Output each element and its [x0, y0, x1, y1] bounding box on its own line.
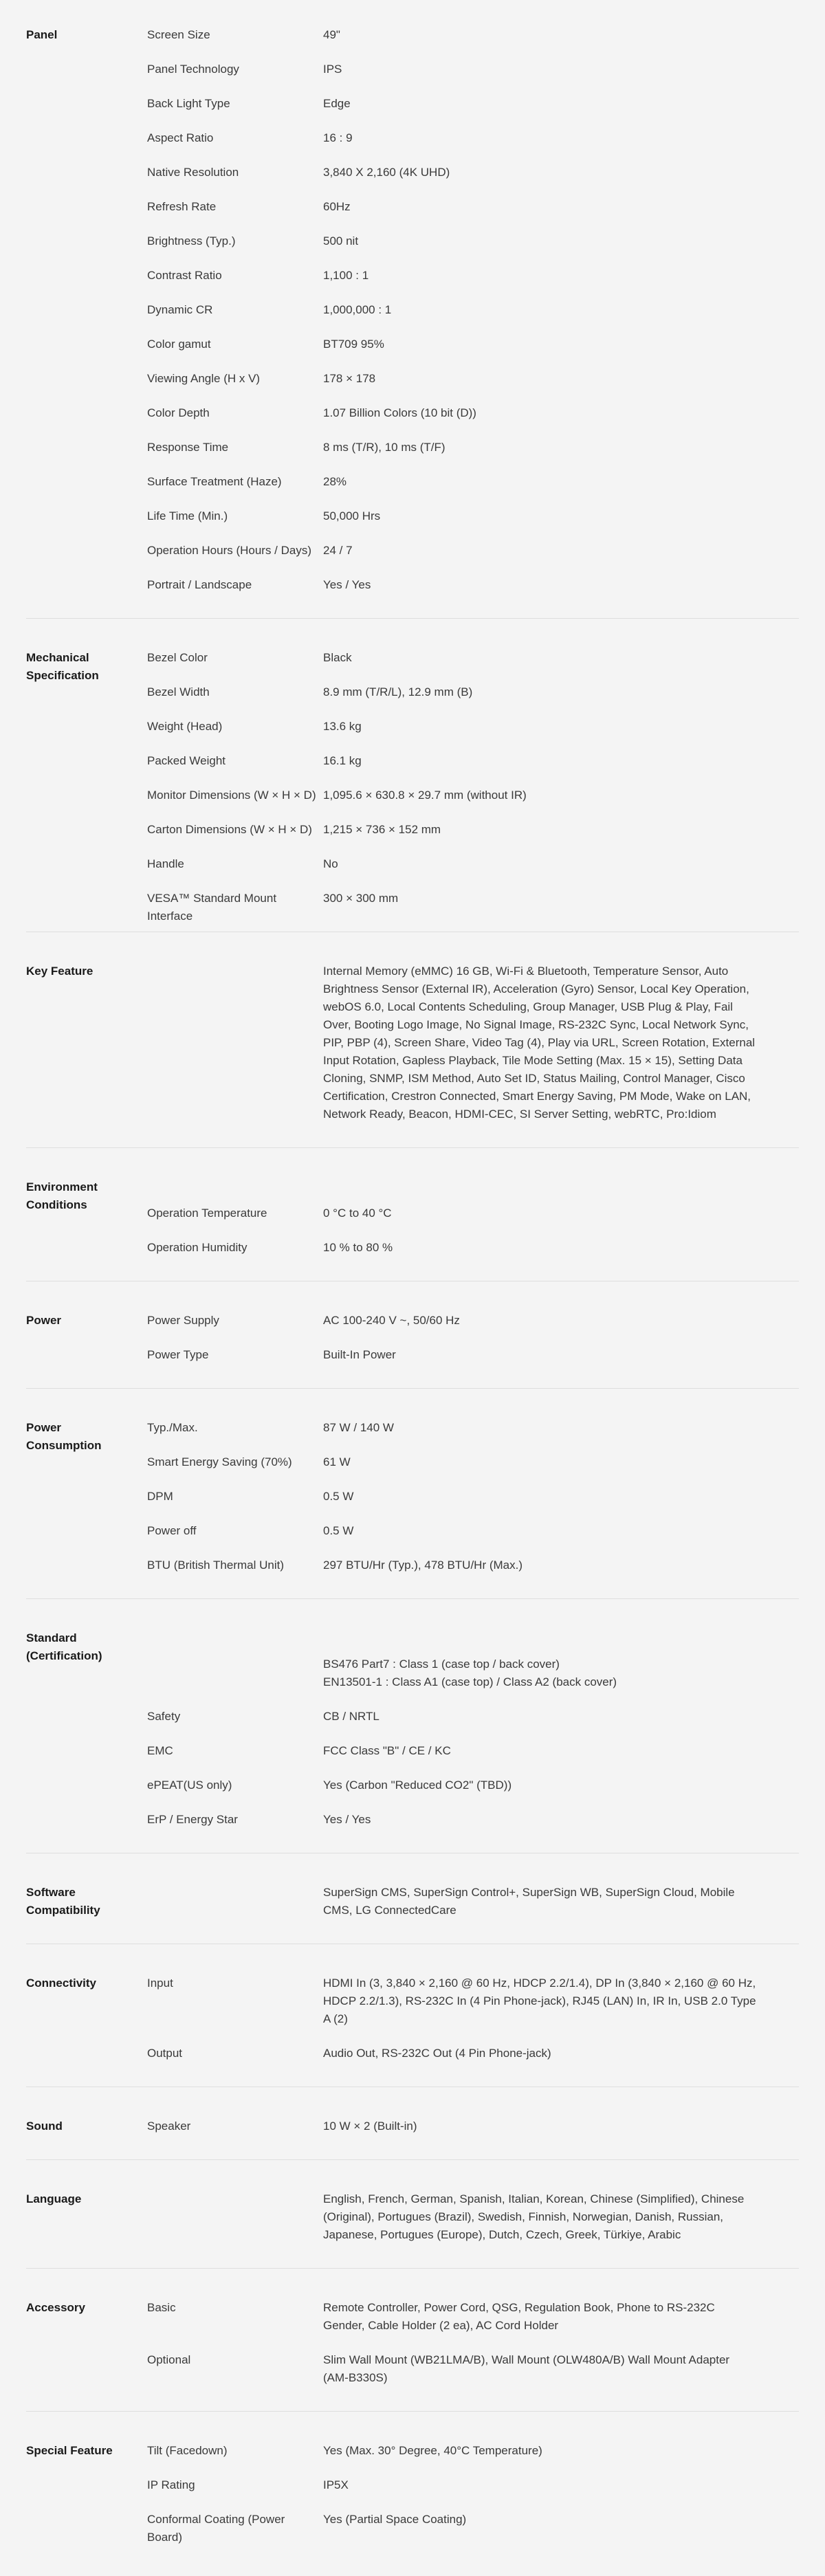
spec-row [26, 2299, 799, 2335]
spec-value: 8 ms (T/R), 10 ms (T/F) [323, 441, 446, 454]
spec-row [26, 439, 799, 456]
spec-label: Typ./Max. [147, 1421, 198, 1434]
spec-rows [26, 2190, 799, 2244]
section-title: Sound [26, 2120, 63, 2133]
spec-rows [26, 2442, 799, 2544]
spec-row [26, 1742, 799, 1760]
spec-label: DPM [147, 1490, 173, 1503]
spec-row [26, 2476, 799, 2494]
spec-row [26, 2351, 799, 2387]
spec-value: FCC Class "B" / CE / KC [323, 1744, 451, 1757]
spec-label: BTU (British Thermal Unit) [147, 1559, 284, 1572]
spec-label: Output [147, 2047, 183, 2060]
spec-label: Contrast Ratio [147, 269, 222, 282]
spec-section-panel [26, 26, 799, 619]
spec-rows [26, 1884, 799, 1919]
spec-rows [26, 649, 799, 923]
spec-section-language [26, 2160, 799, 2269]
spec-row [26, 1811, 799, 1829]
section-title: Environment Conditions [26, 1180, 98, 1211]
spec-label: Dynamic CR [147, 303, 213, 316]
section-title: Accessory [26, 2301, 86, 2314]
spec-rows [26, 1974, 799, 2062]
spec-value: 0.5 W [323, 1490, 354, 1503]
spec-label: Basic [147, 2301, 176, 2314]
spec-label: Life Time (Min.) [147, 509, 228, 522]
spec-label: Input [147, 1977, 173, 1990]
spec-row [26, 129, 799, 147]
spec-value: HDMI In (3, 3,840 × 2,160 @ 60 Hz, HDCP 2.2/1.4), DP In (3,840 × 2,160 @ 60 Hz, HDCP 2.2/1.3), RS-232C In (4 Pin Phone-jack), RJ45 (LAN) In, IR In, USB 2.0 Type A (2) [323, 1977, 756, 2025]
section-title: Standard (Certification) [26, 1631, 102, 1662]
spec-label: IP Rating [147, 2478, 195, 2491]
spec-value: 60Hz [323, 200, 351, 213]
spec-value: Yes (Partial Space Coating) [323, 2513, 467, 2526]
section-title: Connectivity [26, 1977, 97, 1990]
spec-row [26, 473, 799, 491]
spec-section-power [26, 1281, 799, 1389]
spec-value: Slim Wall Mount (WB21LMA/B), Wall Mount (OLW480A/B) Wall Mount Adapter (AM-B330S) [323, 2353, 730, 2384]
spec-rows [26, 1629, 799, 1829]
spec-label: Smart Energy Saving (70%) [147, 1455, 292, 1468]
section-title: Special Feature [26, 2444, 113, 2457]
spec-row [26, 576, 799, 594]
spec-row [26, 1419, 799, 1437]
spec-row [26, 404, 799, 422]
spec-value: 50,000 Hrs [323, 509, 381, 522]
spec-value: 300 × 300 mm [323, 892, 399, 905]
section-title: Power Consumption [26, 1421, 102, 1452]
spec-value: 500 nit [323, 234, 359, 247]
spec-section-mechanical-specification [26, 619, 799, 932]
spec-row [26, 267, 799, 285]
spec-section-special-feature [26, 2412, 799, 2553]
spec-row [26, 1556, 799, 1574]
spec-value: 24 / 7 [323, 544, 353, 557]
spec-label: Operation Temperature [147, 1207, 267, 1220]
spec-value: 8.9 mm (T/R/L), 12.9 mm (B) [323, 685, 473, 698]
spec-row [26, 2045, 799, 2062]
spec-row [26, 2511, 799, 2544]
spec-label: Monitor Dimensions (W × H × D) [147, 789, 316, 802]
spec-label: Panel Technology [147, 63, 239, 76]
spec-row [26, 26, 799, 44]
spec-label: Viewing Angle (H x V) [147, 372, 261, 385]
spec-value: IP5X [323, 2478, 349, 2491]
spec-rows [26, 1178, 799, 1257]
spec-label: Carton Dimensions (W × H × D) [147, 823, 312, 836]
spec-label: Back Light Type [147, 97, 230, 110]
spec-value: 28% [323, 475, 347, 488]
spec-label: Power Type [147, 1348, 209, 1361]
spec-row [26, 1204, 799, 1222]
spec-value: Edge [323, 97, 351, 110]
spec-row [26, 1655, 799, 1691]
spec-value: 0 °C to 40 °C [323, 1207, 392, 1220]
spec-value: 10 % to 80 % [323, 1241, 393, 1254]
spec-row [26, 1708, 799, 1726]
spec-row [26, 786, 799, 804]
spec-value: 297 BTU/Hr (Typ.), 478 BTU/Hr (Max.) [323, 1559, 522, 1572]
spec-rows [26, 962, 799, 1123]
spec-value: 1.07 Billion Colors (10 bit (D)) [323, 406, 476, 419]
spec-rows [26, 26, 799, 594]
spec-value: 1,100 : 1 [323, 269, 369, 282]
spec-section-connectivity [26, 1944, 799, 2087]
section-title: Key Feature [26, 965, 94, 978]
spec-row [26, 507, 799, 525]
spec-label: Surface Treatment (Haze) [147, 475, 282, 488]
spec-value: Yes / Yes [323, 578, 371, 591]
spec-value: 49" [323, 28, 340, 41]
section-title: Panel [26, 28, 58, 41]
spec-label: VESA™ Standard Mount Interface [147, 892, 277, 923]
spec-value: 13.6 kg [323, 720, 362, 733]
spec-row [26, 301, 799, 319]
spec-row [26, 1239, 799, 1257]
spec-label: Color Depth [147, 406, 210, 419]
spec-row [26, 821, 799, 839]
spec-value: 0.5 W [323, 1524, 354, 1537]
spec-row [26, 1884, 799, 1919]
spec-row [26, 1488, 799, 1506]
spec-section-standard-certification [26, 1599, 799, 1853]
spec-label: Bezel Color [147, 651, 208, 664]
spec-value: BT709 95% [323, 338, 384, 351]
spec-section-sound [26, 2087, 799, 2160]
spec-row [26, 962, 799, 1123]
section-title: Mechanical Specification [26, 651, 99, 682]
spec-label: Safety [147, 1710, 181, 1723]
spec-section-power-consumption [26, 1389, 799, 1599]
spec-value: 16.1 kg [323, 754, 362, 767]
spec-row [26, 1312, 799, 1330]
spec-row [26, 2117, 799, 2135]
spec-label: EMC [147, 1744, 173, 1757]
spec-value: Yes (Carbon "Reduced CO2" (TBD)) [323, 1779, 512, 1792]
spec-value: 61 W [323, 1455, 351, 1468]
spec-value: Yes / Yes [323, 1813, 371, 1826]
spec-value: AC 100-240 V ~, 50/60 Hz [323, 1314, 460, 1327]
spec-row [26, 542, 799, 560]
spec-value: 10 W × 2 (Built-in) [323, 2120, 417, 2133]
spec-value: BS476 Part7 : Class 1 (case top / back cover) EN13501-1 : Class A1 (case top) / Class A2 (back cover) [323, 1658, 617, 1688]
spec-row [26, 232, 799, 250]
spec-value: SuperSign CMS, SuperSign Control+, SuperSign WB, SuperSign Cloud, Mobile CMS, LG ConnectedCare [323, 1886, 735, 1917]
spec-rows [26, 2299, 799, 2387]
spec-label: ePEAT(US only) [147, 1779, 232, 1792]
spec-row [26, 649, 799, 667]
spec-value: 87 W / 140 W [323, 1421, 394, 1434]
spec-label: Response Time [147, 441, 229, 454]
spec-value: Black [323, 651, 352, 664]
spec-rows [26, 1419, 799, 1574]
spec-label: Tilt (Facedown) [147, 2444, 228, 2457]
spec-label: Power Supply [147, 1314, 219, 1327]
spec-value: 16 : 9 [323, 131, 353, 144]
spec-section-key-feature [26, 932, 799, 1148]
spec-label: Native Resolution [147, 166, 239, 179]
spec-value: Yes (Max. 30° Degree, 40°C Temperature) [323, 2444, 542, 2457]
spec-label: Operation Hours (Hours / Days) [147, 544, 312, 557]
section-title: Software Compatibility [26, 1886, 100, 1917]
spec-row [26, 718, 799, 736]
spec-row [26, 1776, 799, 1794]
spec-label: Aspect Ratio [147, 131, 214, 144]
spec-row [26, 1346, 799, 1364]
spec-label: Conformal Coating (Power Board) [147, 2513, 285, 2544]
section-title: Power [26, 1314, 62, 1327]
spec-row [26, 683, 799, 701]
spec-rows [26, 2117, 799, 2135]
spec-label: Weight (Head) [147, 720, 223, 733]
spec-row [26, 164, 799, 181]
spec-value: 1,215 × 736 × 152 mm [323, 823, 441, 836]
spec-row [26, 2442, 799, 2460]
spec-value: 3,840 X 2,160 (4K UHD) [323, 166, 450, 179]
spec-label: Bezel Width [147, 685, 210, 698]
spec-value: Internal Memory (eMMC) 16 GB, Wi-Fi & Bluetooth, Temperature Sensor, Auto Brightness Sensor (External IR), Acceleration (Gyro) Sensor, Local Key Operation, webOS 6.0, Local Contents Scheduling, Group Manager, USB Plug & Play, Fail Over, Booting Logo Image, No Signal Image, RS-232C Sync, Local Network Sync, PIP, PBP (4), Screen Share, Video Tag (4), Play via URL, Screen Rotation, External Input Rotation, Gapless Playback, Tile Mode Setting (Max. 15 × 15), Setting Data Cloning, SNMP, ISM Method, Auto Set ID, Status Mailing, Control Manager, Cisco Certification, Crestron Connected, Smart Energy Saving, PM Mode, Wake on LAN, Network Ready, Beacon, HDMI-CEC, SI Server Setting, webRTC, Pro:Idiom [323, 965, 756, 1121]
spec-label: Operation Humidity [147, 1241, 248, 1254]
spec-label: Speaker [147, 2120, 191, 2133]
spec-value: Built-In Power [323, 1348, 396, 1361]
spec-row [26, 370, 799, 388]
spec-row [26, 198, 799, 216]
spec-row [26, 752, 799, 770]
spec-value: IPS [323, 63, 342, 76]
spec-label: Power off [147, 1524, 197, 1537]
spec-value: CB / NRTL [323, 1710, 380, 1723]
spec-label: Optional [147, 2353, 191, 2366]
spec-value: Audio Out, RS-232C Out (4 Pin Phone-jack) [323, 2047, 551, 2060]
spec-value: No [323, 857, 338, 870]
spec-row [26, 2190, 799, 2244]
spec-row [26, 855, 799, 873]
spec-label: Color gamut [147, 338, 211, 351]
spec-label: Refresh Rate [147, 200, 217, 213]
spec-row [26, 95, 799, 113]
spec-section-software-compatibility [26, 1853, 799, 1944]
spec-label: Portrait / Landscape [147, 578, 252, 591]
spec-row [26, 60, 799, 78]
spec-label: ErP / Energy Star [147, 1813, 238, 1826]
spec-value: 1,000,000 : 1 [323, 303, 392, 316]
spec-label: Brightness (Typ.) [147, 234, 236, 247]
spec-value: 178 × 178 [323, 372, 376, 385]
section-title: Language [26, 2192, 82, 2205]
spec-label: Handle [147, 857, 184, 870]
spec-section-environment-conditions [26, 1148, 799, 1281]
spec-label: Packed Weight [147, 754, 226, 767]
spec-label: Screen Size [147, 28, 210, 41]
spec-value: Remote Controller, Power Cord, QSG, Regulation Book, Phone to RS-232C Gender, Cable Holder (2 ea), AC Cord Holder [323, 2301, 715, 2332]
spec-value: English, French, German, Spanish, Italian, Korean, Chinese (Simplified), Chinese (Original), Portugues (Brazil), Swedish, Finnish, Norwegian, Danish, Russian, Japanese, Portugues (Europe), Dutch, Czech, Greek, Türkiye, Arabic [323, 2192, 745, 2241]
spec-rows [26, 1312, 799, 1364]
spec-row [26, 335, 799, 353]
spec-section-accessory [26, 2269, 799, 2412]
spec-row [26, 1974, 799, 2028]
spec-row [26, 1453, 799, 1471]
spec-value: 1,095.6 × 630.8 × 29.7 mm (without IR) [323, 789, 527, 802]
spec-row [26, 1522, 799, 1540]
spec-row [26, 890, 799, 923]
